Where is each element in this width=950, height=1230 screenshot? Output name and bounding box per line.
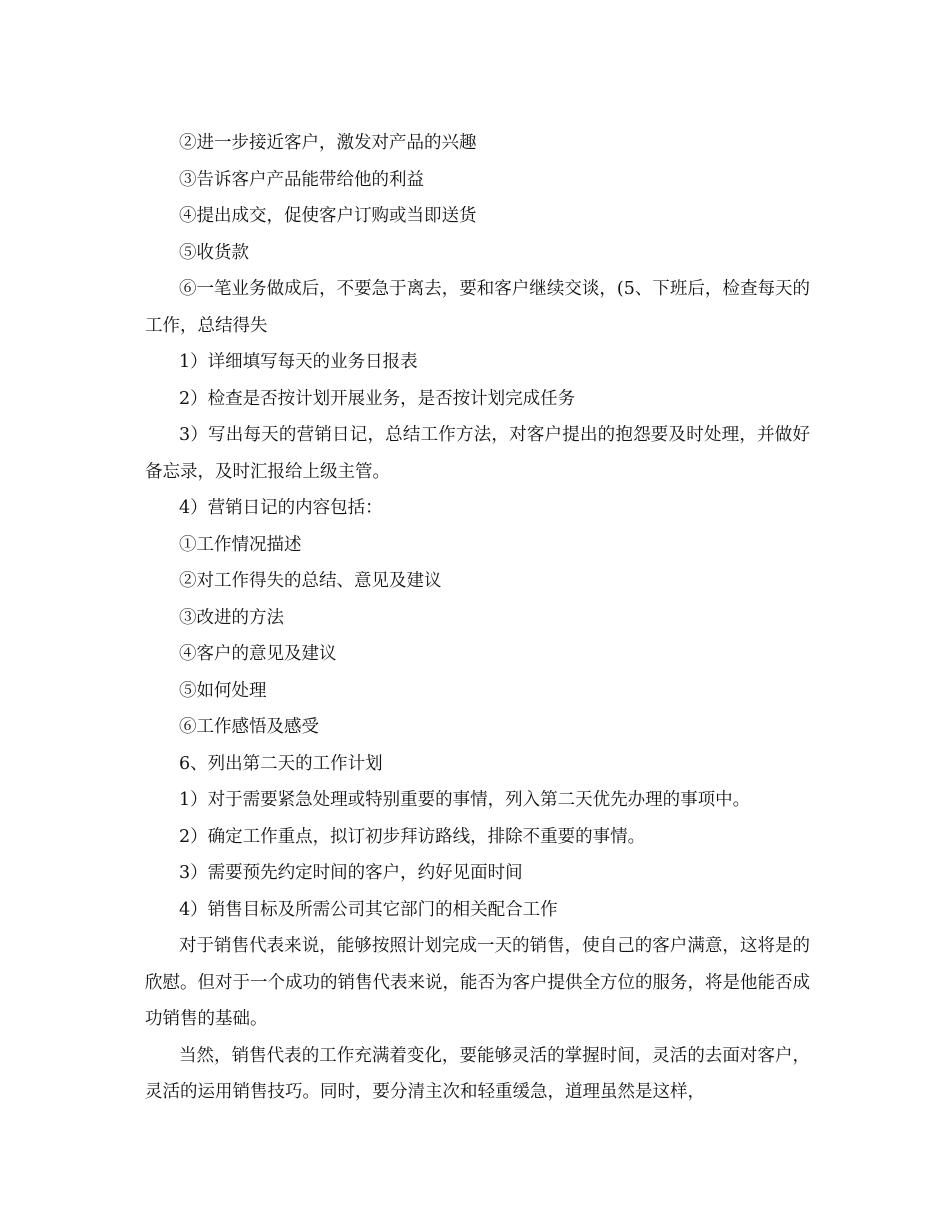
paragraph-item-2: 2）检查是否按计划开展业务，是否按计划完成任务: [179, 388, 576, 409]
paragraph-summary: 对于销售代表来说，能够按照计划完成一天的销售，使自己的客户满意，这将是的欣慰。但对于一个成功的销售代表来说，能否为客户提供全方位的服务，将是他能否成功销售的基础。: [145, 936, 810, 1029]
paragraph-item-1: 1）详细填写每天的业务日报表: [179, 352, 418, 372]
document-body: [145, 125, 810, 1111]
paragraph-plan-3: 3）需要预先约定时间的客户，约好见面时间: [179, 863, 523, 883]
paragraph-diary-6: ⑥工作感悟及感受: [179, 717, 319, 737]
paragraph-plan-1: 1）对于需要紧急处理或特别重要的事情，列入第二天优先办理的事项中。: [179, 790, 751, 810]
paragraph-plan-2: 2）确定工作重点，拟订初步拜访路线，排除不重要的事情。: [179, 826, 646, 847]
section-heading-6: 6、列出第二天的工作计划: [179, 753, 383, 774]
paragraph-diary-1: ①工作情况描述: [179, 534, 302, 555]
paragraph-step-3: ③告诉客户产品能带给他的利益: [179, 169, 424, 190]
paragraph-diary-2: ②对工作得失的总结、意见及建议: [179, 571, 442, 591]
paragraph-conclusion: 当然，销售代表的工作充满着变化，要能够灵活的掌握时间，灵活的去面对客户，灵活的运用销售技巧。同时，要分清主次和轻重缓急，道理虽然是这样，: [145, 1045, 810, 1102]
paragraph-step-5: ⑤收货款: [179, 242, 249, 263]
paragraph-step-2: ②进一步接近客户，激发对产品的兴趣: [179, 133, 477, 153]
paragraph-diary-4: ④客户的意见及建议: [179, 644, 337, 664]
paragraph-item-3: 3）写出每天的营销日记，总结工作方法，对客户提出的抱怨要及时处理，并做好备忘录，及时汇报给上级主管。: [145, 425, 810, 482]
paragraph-diary-3: ③改进的方法: [179, 607, 284, 628]
paragraph-diary-5: ⑤如何处理: [179, 680, 267, 701]
paragraph-step-4: ④提出成交，促使客户订购或当即送货: [179, 206, 477, 226]
paragraph-step-6: ⑥一笔业务做成后，不要急于离去，要和客户继续交谈，(5、下班后，检查每天的工作，总结得失: [145, 279, 810, 336]
paragraph-plan-4: 4）销售目标及所需公司其它部门的相关配合工作: [179, 899, 558, 920]
paragraph-item-4: 4）营销日记的内容包括：: [179, 498, 383, 518]
